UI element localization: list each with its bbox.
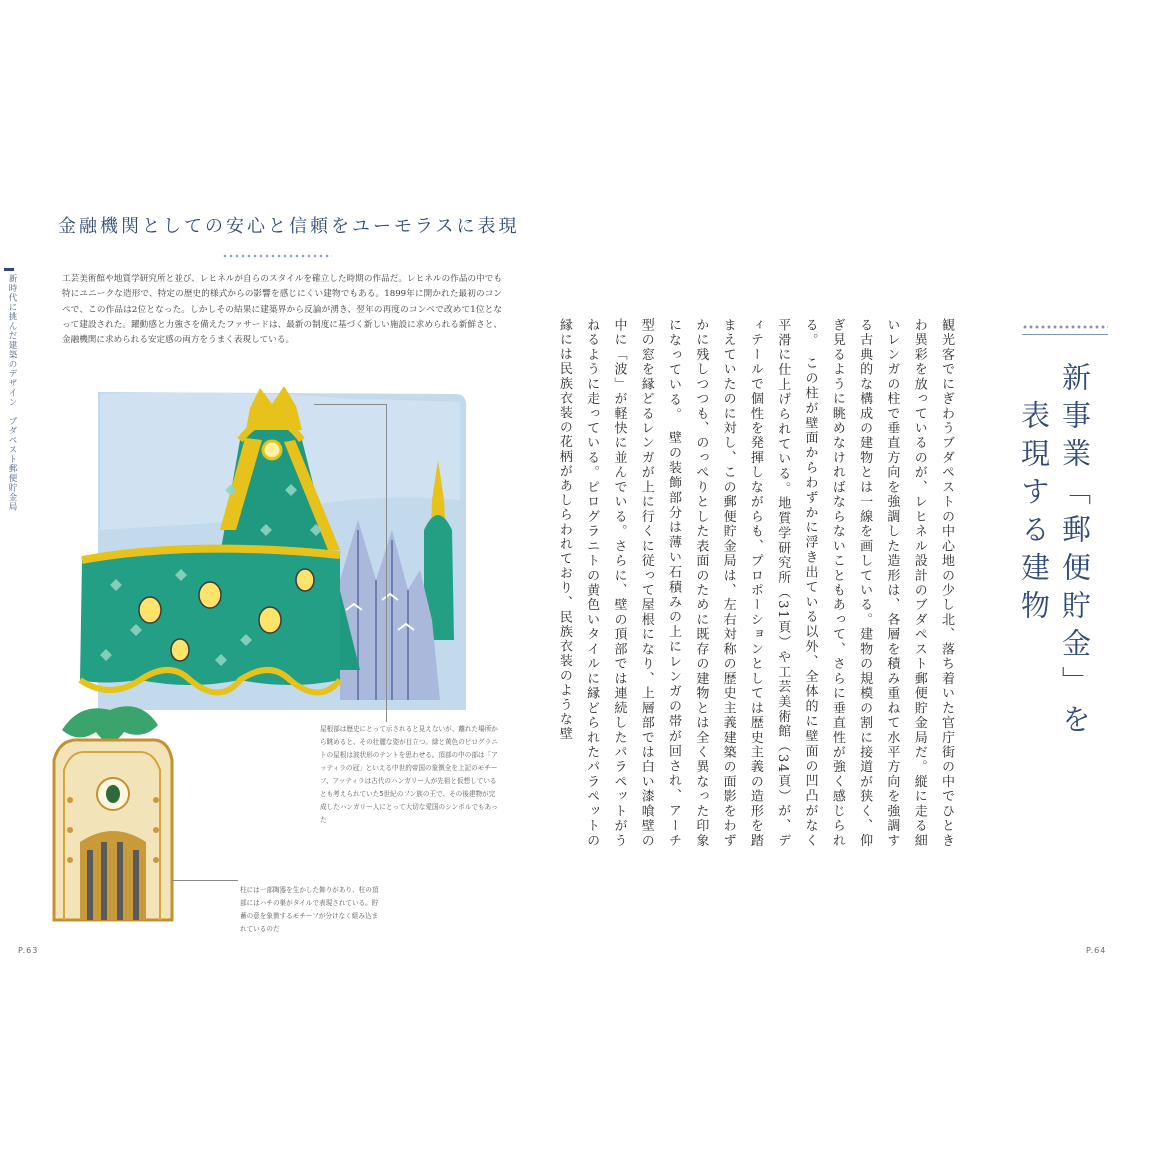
- intro-paragraph: 工芸美術館や地質学研究所と並び、レヒネルが自らのスタイルを確立した時期の作品だ。レヒネルの作品の中でも特にユニークな造形で、特定の歴史的様式からの影響を感じにくい建物でもある。1899年に開かれた最初のコンペで、この作品は2位となった。しかしその結果に建築界から反論が湧き、翌年の再度のコンペで改めて1位となって建設された。躍動感と力強さを備えたファサードは、最新の制度に基づく新しい施設に求められる新鮮さと、金融機関に求められる安定感の両方をうまく表現している。: [62, 274, 502, 346]
- caption-leader-line: [172, 880, 238, 881]
- running-head: 新時代に挑んだ建築のデザイン ブダペスト郵便貯金局: [7, 274, 17, 512]
- caption-leader-line: [314, 404, 386, 405]
- section-title: 金融機関としての安心と信頼をユーモラスに表現: [58, 216, 520, 237]
- column-detail-drawing: [54, 706, 172, 920]
- building-illustration: [40, 380, 480, 920]
- heading-rule: [1022, 334, 1108, 335]
- vertical-body-text: 観光客でにぎわうブダペストの中心地の少し北、落ち着いた官庁街の中でひときわ異彩を放っているのが、レヒネル設計のブダペスト郵便貯金局だ。縦に走る細いレンガの柱で垂直方向を強調した造形は、各層を積み重ねて水平方向を強調する古典的な構成の建物とは一線を画している。建物の規模の割に接道が狭く、仰ぎ見るように眺めなければならないこともあって、さらに垂直性が強く感じられる。 この柱が壁面からわずかに浮き出ている以外、全体的に壁面の凹凸がなく平滑に仕上げられている。地質学研究所（31頁）や工芸美術館（34頁）が、ディテールで個性を発揮しながらも、プロポーションとしては歴史主義の造形を踏まえていたのに対し、この郵便貯金局は、左右対称の歴史主義建築の面影をわずかに残しつつも、のっぺりとした表面のために既存の建物とは全く異なった印象になっている。 壁の装飾部分は薄い石積みの上にレンガの帯が回され、アーチ型の窓を縁どるレンガが上に行くに従って屋根になり、上層部では白い漆喰壁の中に「波」が軽快に並んでいる。さらに、壁の頂部では連続したパラペットがうねるように走っている。ピログラニトの黄色いタイルに縁どられたパラペットの縁には民族衣装の花柄があしらわれており、民族衣装のような壁: [556, 318, 954, 848]
- chapter-heading-line-2: 表現する建物: [1017, 400, 1051, 628]
- side-marker: [4, 268, 14, 271]
- heading-dot-ornament: [1022, 324, 1108, 330]
- roof-caption: 屋根部は歴史にとって示されると見えないが、離れた場所から眺めると、その壮麗な姿が目立つ。緑と黄色のピログラニトの屋根は波状形のテントを思わせる。頂部の中の部は「アッティラの冠」といえる中世的帝国の象徴全を上記のモチーフ、アッティラは古代のハンガリー人が先祖と仮想しているとも考えられていた5世紀のフン族の王で、その後建物が完成したハンガリー人にとって大切な愛国のシンボルでもあった: [320, 725, 498, 824]
- column-caption: 柱には一部陶器を生かした飾りがあり、柱の頂部にはハチの巣がタイルで表現されている。貯蓄の意を象徴するモチーフが分けなく組み込まれているのだ: [240, 886, 379, 933]
- title-dot-ornament: [222, 253, 332, 259]
- page-number-right: P.64: [1086, 946, 1107, 955]
- caption-leader-line: [386, 404, 387, 722]
- chapter-heading-line-1: 新事業「郵便貯金」を: [1058, 362, 1092, 742]
- roof-watercolor: [40, 380, 480, 920]
- page-number-left: P.63: [18, 946, 39, 955]
